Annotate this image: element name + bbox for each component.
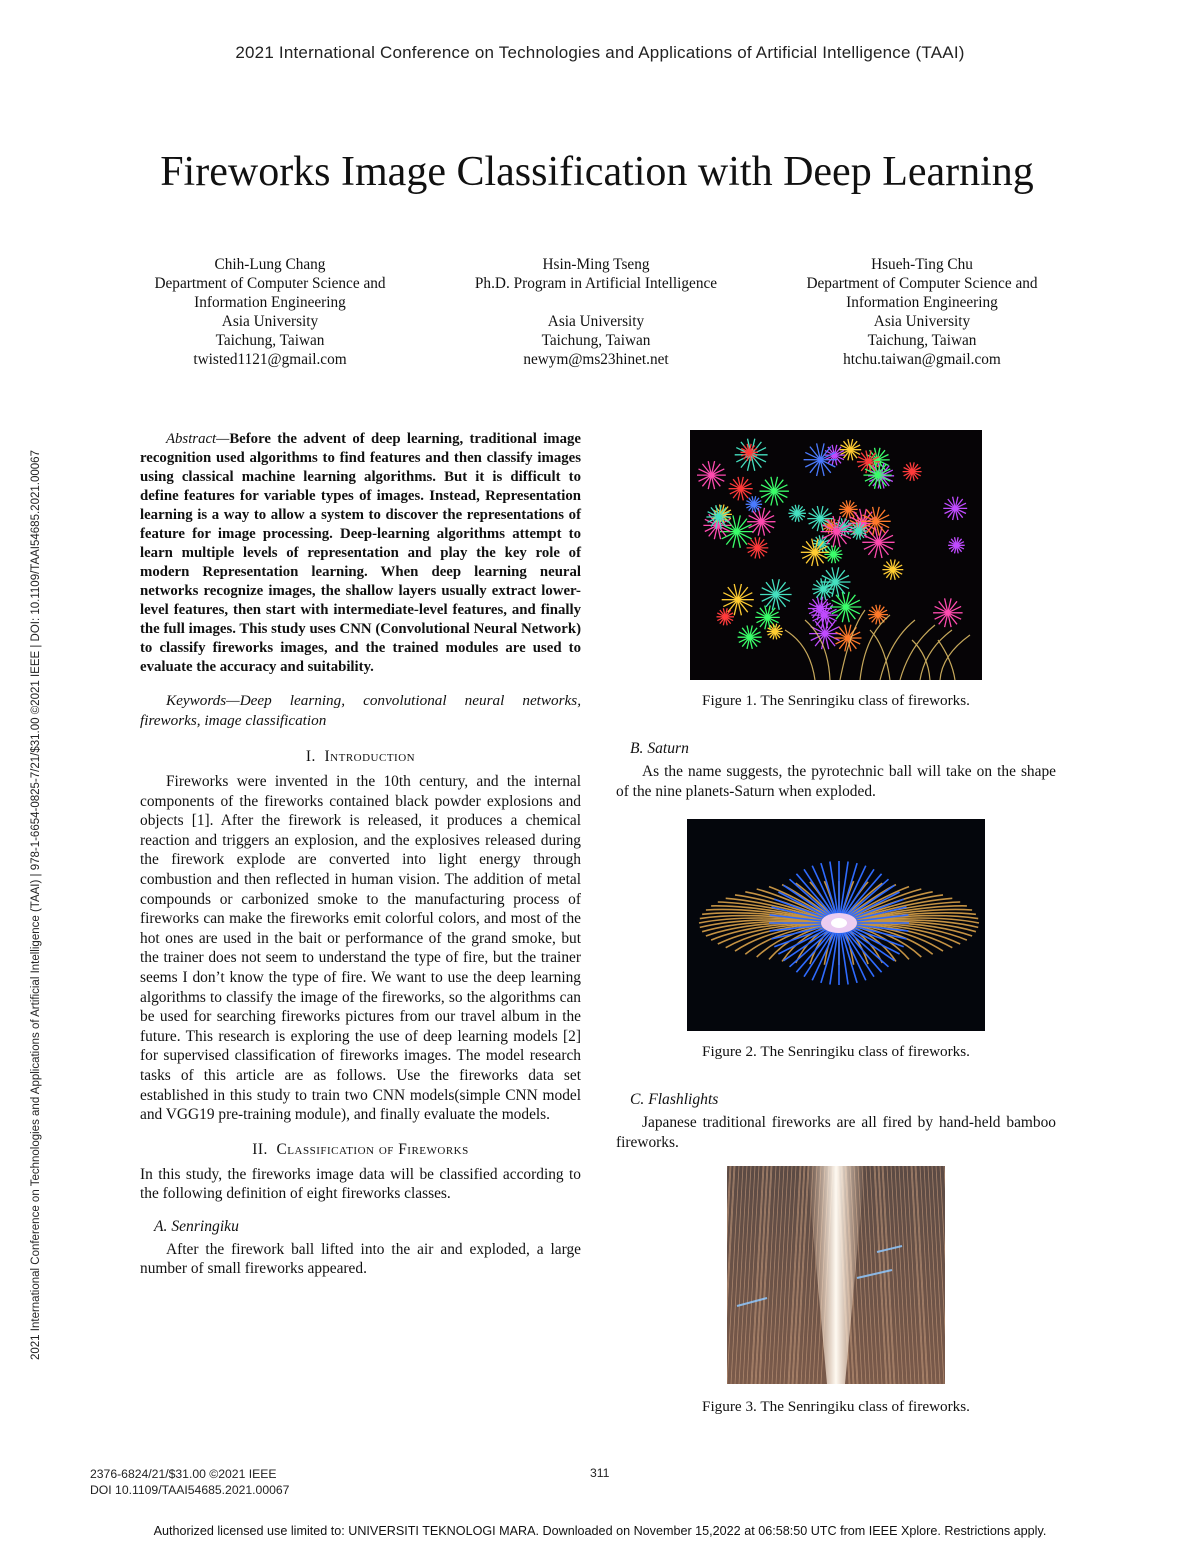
abstract (140, 430, 581, 677)
introduction-paragraph: Fireworks were invented in the 10th century, and the internal components of the fireworks contained black powder explosions and objects [1]. After the firework is released, it produces a chemical reaction and triggers an explosion, and the explosives released during the firework explode are converted into light energy through combustion and then reflected in human vision. The addition of metal compounds or carbonized smoke to the manufacturing process of fireworks can make the fireworks emit colorful colors, and most of the hot ones are used in the bait or performance of the grand smoke, but the trainer does not seem to understand the type of fire, but the trainer seems I don’t know the type of fire. We want to use the deep learning algorithms to classify the image of the fireworks, so the algorithms can be used for searching fireworks pictures from our travel album in the future. This research is exploring the use of deep learning models [2] for supervised classification of fireworks images. The model research tasks of this article are as follows. Use the fireworks data set established in this study to train two CNN models(simple CNN model and VGG19 pre-training module), and finally evaluate the models. (140, 773, 581, 1124)
author-name: Hsin-Ming Tseng (542, 256, 650, 273)
author-dept: Department of Computer Science and (806, 275, 1038, 292)
author-dept: Department of Computer Science and (154, 275, 386, 292)
author-email: twisted1121@gmail.com (193, 351, 347, 368)
author-name: Chih-Lung Chang (214, 256, 326, 273)
author-city: Taichung, Taiwan (541, 332, 651, 349)
author-dept-cont: Information Engineering (846, 294, 998, 311)
author-university: Asia University (221, 313, 319, 330)
author-block-3 (757, 255, 1087, 369)
section-heading-introduction (140, 748, 581, 766)
author-university: Asia University (873, 313, 971, 330)
figure-1-caption: Figure 1. The Senringiku class of fireworks. (702, 692, 970, 709)
footer-doi: DOI 10.1109/TAAI54685.2021.00067 (90, 1483, 290, 1497)
author-city: Taichung, Taiwan (867, 332, 977, 349)
figure-2-saturn-image (687, 819, 985, 1031)
section-title: Introduction (324, 748, 416, 765)
page-number: 311 (590, 1466, 610, 1480)
section-number: II. (252, 1140, 268, 1158)
flashlights-paragraph: Japanese traditional fireworks are all fired by hand-held bamboo fireworks. (616, 1114, 1056, 1151)
conference-header: 2021 International Conference on Technologies and Applications of Artificial Intelligence (TAAI) (235, 43, 965, 62)
license-notice: Authorized licensed use limited to: UNIVERSITI TEKNOLOGI MARA. Downloaded on November 15,2022 at 06:58:50 UTC from IEEE Xplore. Restrictions apply. (153, 1524, 1047, 1538)
paper-title: Fireworks Image Classification with Deep Learning (160, 149, 1034, 195)
author-university: Asia University (547, 313, 645, 330)
footer-issn: 2376-6824/21/$31.00 ©2021 IEEE (90, 1467, 277, 1481)
left-column (140, 430, 581, 1279)
author-city: Taichung, Taiwan (215, 332, 325, 349)
senringiku-paragraph: After the firework ball lifted into the air and exploded, a large number of small fireworks appeared. (140, 1240, 581, 1278)
subsection-heading-flashlights: C. Flashlights (630, 1091, 719, 1109)
right-column (616, 430, 1056, 1416)
figure-2-caption: Figure 2. The Senringiku class of fireworks. (702, 1043, 970, 1061)
abstract-text: Before the advent of deep learning, traditional image recognition used algorithms to find features and then classify images using classical machine learning algorithms. But it is difficult to define features for variable types of images. Instead, Representation learning is a way to allow a system to discover the representations of feature for image processing. Deep-learning algorithms attempt to learn multiple levels of representation and play the key role of modern Representation learning. When deep learning neural networks recognize images, the shallow layers usually extract lower-level features, then start with intermediate-level features, and finally the full images. This study uses CNN (Convolutional Neural Network) to classify fireworks images, and the trained modules are used to evaluate the accuracy and suitability. (140, 431, 581, 675)
author-block-1 (105, 255, 435, 369)
abstract-label: Abstract— (166, 431, 230, 447)
footer-copyright (90, 1466, 289, 1498)
saturn-paragraph: As the name suggests, the pyrotechnic ball will take on the shape of the nine planets-Saturn when exploded. (616, 763, 1056, 800)
figure-3-flashlights-image (727, 1166, 945, 1384)
subsection-heading-saturn: B. Saturn (630, 740, 689, 757)
figure-1-senringiku-image (690, 430, 982, 680)
author-dept: Ph.D. Program in Artificial Intelligence (474, 275, 718, 292)
keywords: Keywords—Deep learning, convolutional neural networks, fireworks, image classification (140, 692, 581, 729)
classification-paragraph: In this study, the fireworks image data will be classified according to the following definition of eight fireworks classes. (140, 1165, 581, 1203)
section-number: I. (305, 748, 316, 765)
author-dept-cont: Information Engineering (194, 294, 346, 311)
author-email: newym@ms23hinet.net (523, 351, 669, 368)
section-heading-classification (140, 1141, 581, 1159)
author-name: Hsueh-Ting Chu (871, 256, 973, 273)
section-title: Classification of Fireworks (276, 1140, 469, 1158)
author-spacer (431, 293, 761, 312)
side-doi-banner: 2021 International Conference on Technologies and Applications of Artificial Intelligence (TAAI) | 978-1-6654-0825-7/21/$31.00 ©2021 IEEE | DOI: 10.1109/TAAI54685.2021.00067 (30, 450, 42, 1360)
author-block-2 (431, 255, 761, 369)
figure-3-caption: Figure 3. The Senringiku class of fireworks. (702, 1398, 970, 1416)
subsection-heading-senringiku: A. Senringiku (154, 1217, 239, 1235)
author-email: htchu.taiwan@gmail.com (843, 351, 1001, 368)
